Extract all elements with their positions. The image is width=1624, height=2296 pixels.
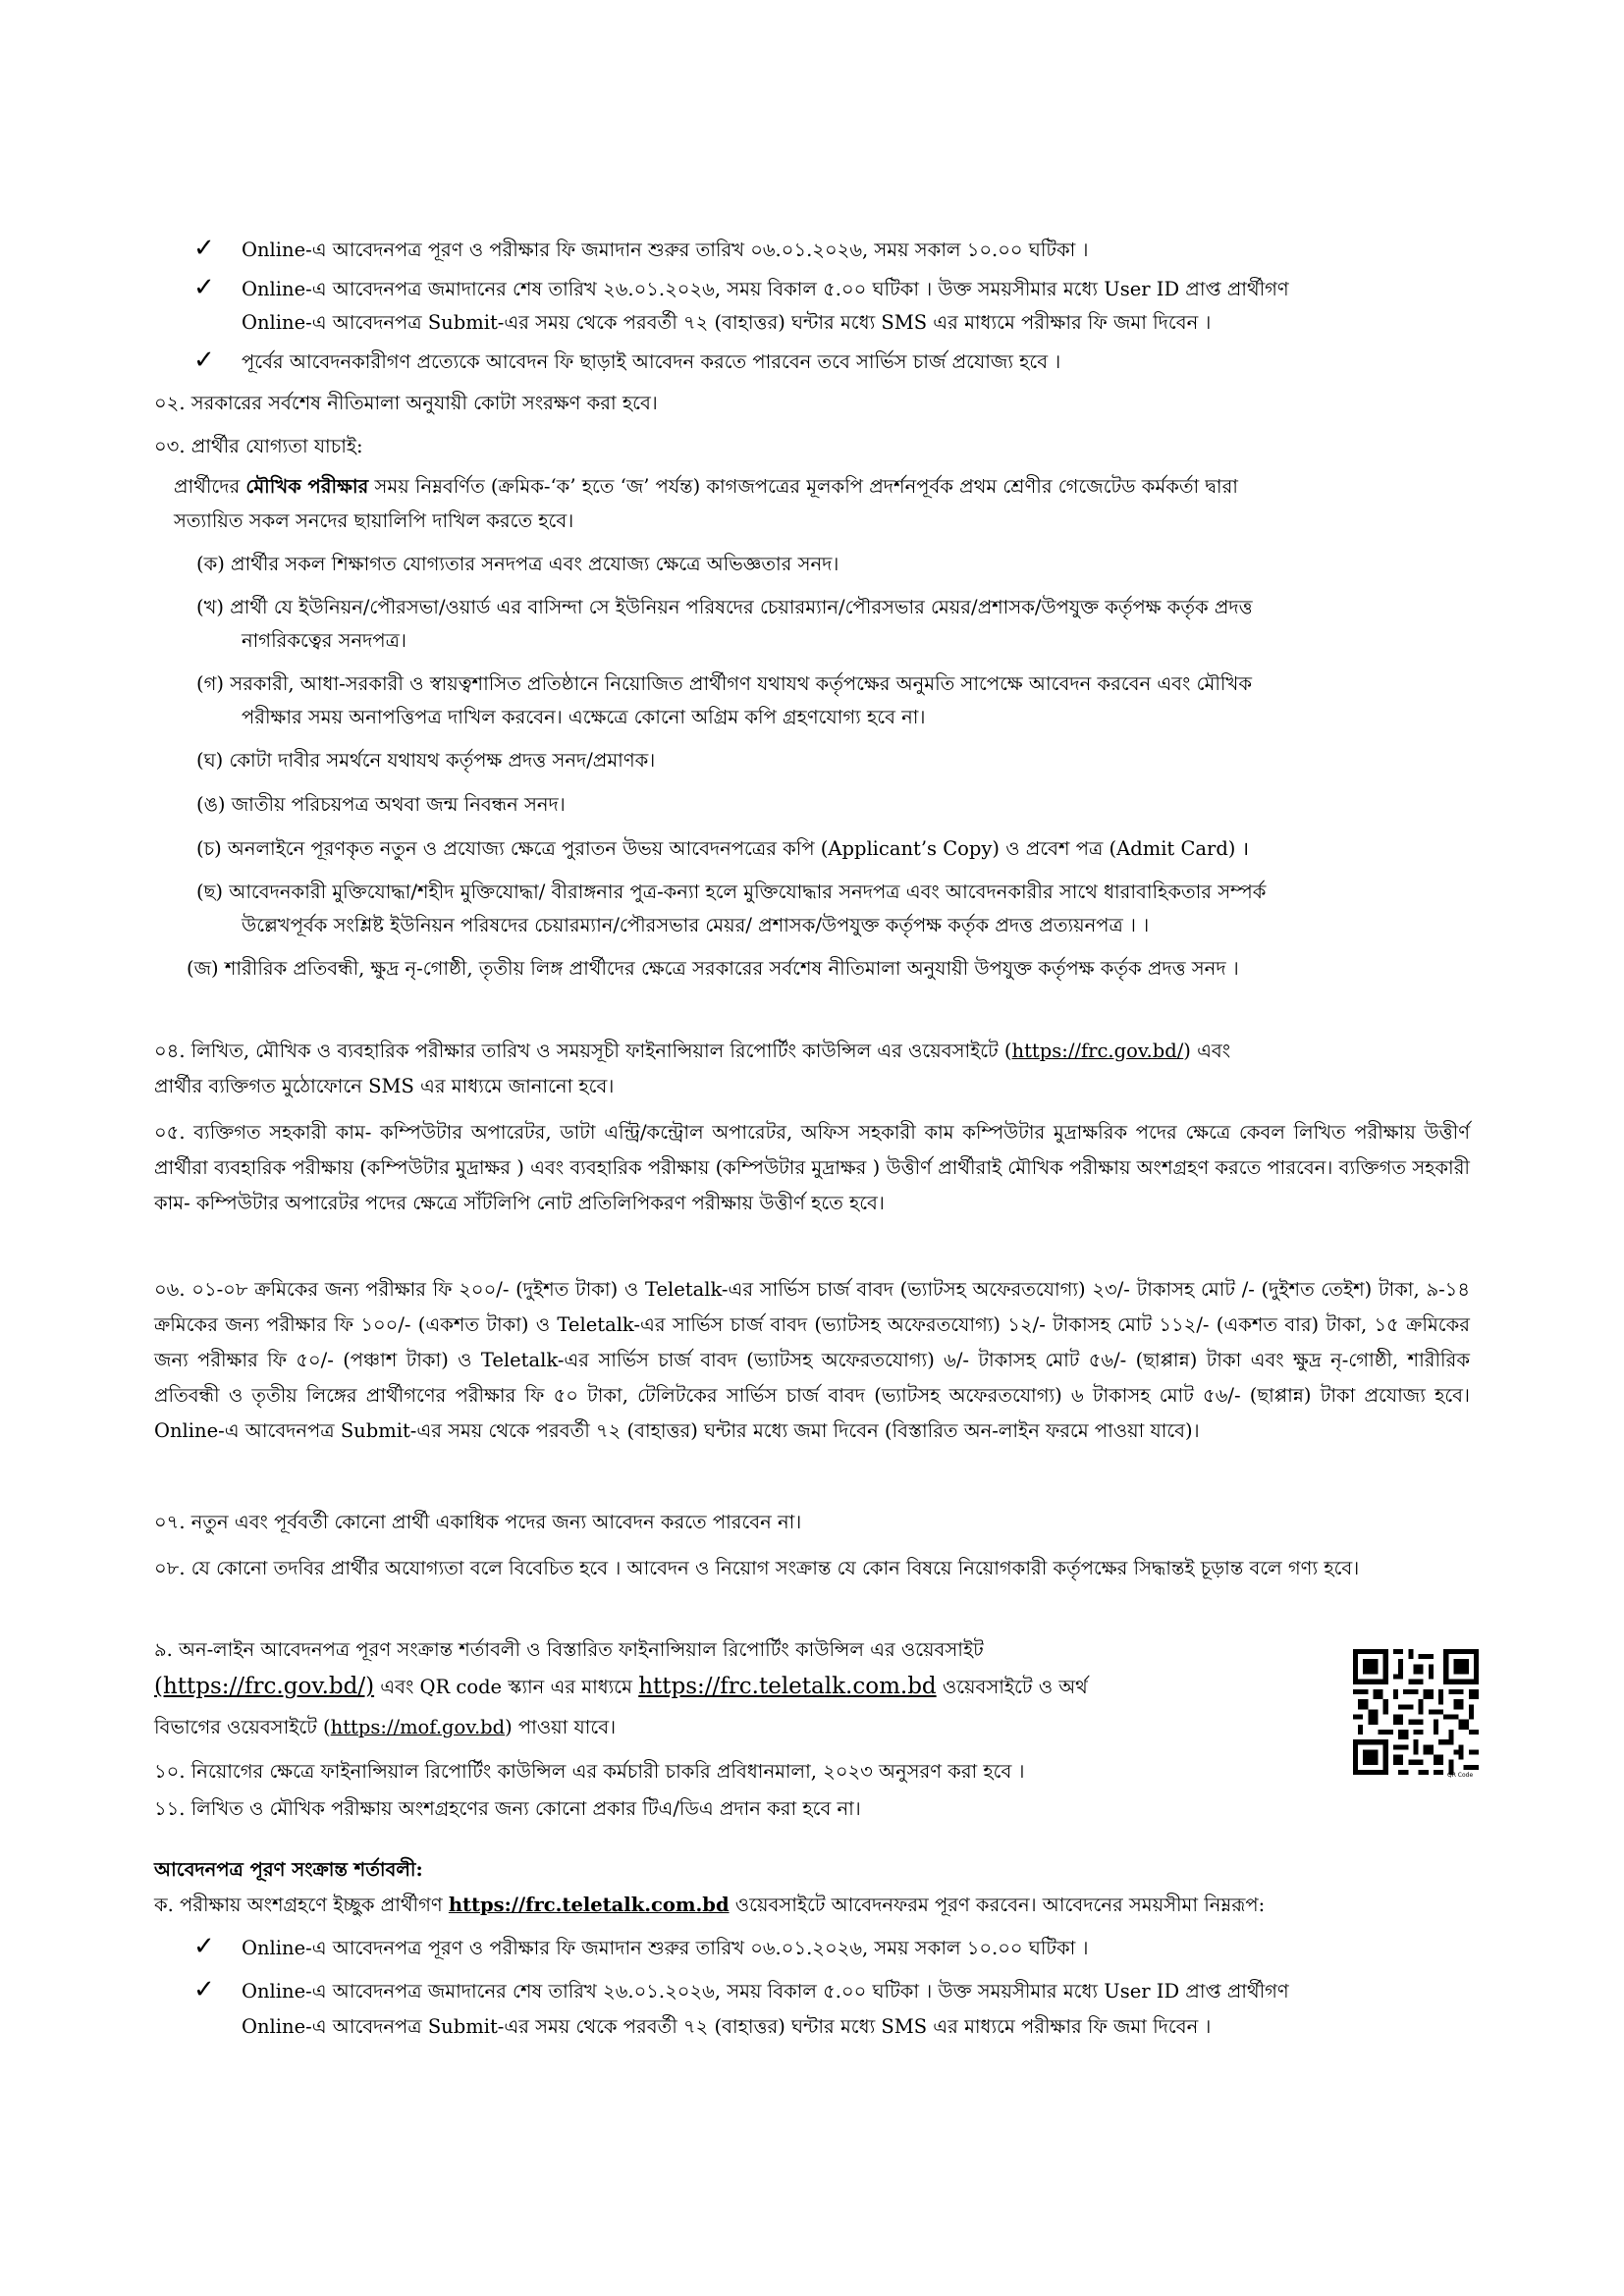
conditions-ka <box>154 1891 1265 1920</box>
item-03-kha-2: নাগরিকত্বের সনদপত্র। <box>242 629 406 652</box>
item-09-line-3b: ) পাওয়া যাবে। <box>505 1716 617 1738</box>
item-09-mid-2: ওয়েবসাইটে ও অর্থ <box>936 1676 1088 1698</box>
item-03-intro-1 <box>174 472 1238 502</box>
mof-website-link[interactable]: https://mof.gov.bd <box>330 1716 506 1738</box>
item-04-text-b: ) এবং <box>1183 1040 1231 1062</box>
item-10: ১০. নিয়োগের ক্ষেত্রে ফাইনান্সিয়াল রিপোর্টিং কাউন্সিল এর কর্মচারী চাকরি প্রবিধানমালা, ২০২৩ অনুসরণ করা হবে । <box>154 1760 1025 1783</box>
item-04-line-1 <box>154 1037 1230 1066</box>
item-09-mid-1: এবং QR code স্ক্যান এর মাধ্যমে <box>374 1676 639 1698</box>
item-03-chha-1: (ছ) আবেদনকারী মুক্তিযোদ্ধা/শহীদ মুক্তিযোদ্ধা/ বীরাঙ্গনার পুত্র-কন্যা হলে মুক্তিযোদ্ধার সনদপত্র এবং আবেদনকারীর সাথে ধারাবাহিকতার সম্পর্ক <box>196 881 1267 903</box>
item-08: ০৮. যে কোনো তদবির প্রার্থীর অযোগ্যতা বলে বিবেচিত হবে । আবেদন ও নিয়োগ সংক্রান্ত যে কোন বিষয়ে নিয়োগকারী কর্তৃপক্ষের সিদ্ধান্তই চূড়ান্ত বলে গণ্য হবে। <box>154 1557 1360 1579</box>
check-icon: ✓ <box>193 1932 215 1961</box>
item-04-text-a: ০৪. লিখিত, মৌখিক ও ব্যবহারিক পরীক্ষার তারিখ ও সময়সূচী ফাইনান্সিয়াল রিপোর্টিং কাউন্সিল এর ওয়েবসাইটে ( <box>154 1040 1012 1062</box>
item-11: ১১. লিখিত ও মৌখিক পরীক্ষায় অংশগ্রহণের জন্য কোনো প্রকার টিএ/ডিএ প্রদান করা হবে না। <box>154 1797 861 1820</box>
item-05: ০৫. ব্যক্তিগত সহকারী কাম- কম্পিউটার অপারেটর, ডাটা এন্ট্রি/কন্ট্রোল অপারেটর, অফিস সহকারী কাম কম্পিউটার মুদ্রাক্ষরিক পদের ক্ষেত্রে কেবল লিখিত পরীক্ষায় উত্তীর্ণ প্রার্থীরা ব্যবহারিক পরীক্ষায় (কম্পিউটার মুদ্রাক্ষর ) এবং ব্যবহারিক পরীক্ষায় (কম্পিউটার মুদ্রাক্ষর ) উত্তীর্ণ প্রার্থীরাই মৌখিক পরীক্ষায় অংশগ্রহণ করতে পারবেন। ব্যক্তিগত সহকারী কাম- কম্পিউটার অপারেটর পদের ক্ষেত্রে সাঁটলিপি নোট প্রতিলিপিকরণ পরীক্ষায় উত্তীর্ণ হতে হবে। <box>154 1121 1470 1214</box>
conditions-end-line-1: Online-এ আবেদনপত্র জমাদানের শেষ তারিখ ২৬.০১.২০২৬, সময় বিকাল ৫.০০ ঘটিকা । উক্ত সময়সীমার মধ্যে User ID প্রাপ্ত প্রার্থীগণ <box>242 1980 1289 2002</box>
item-03-kha-1: (খ) প্রার্থী যে ইউনিয়ন/পৌরসভা/ওয়ার্ড এর বাসিন্দা সে ইউনিয়ন পরিষদের চেয়ারম্যান/পৌরসভার মেয়র/প্রশাসক/উপযুক্ত কর্তৃপক্ষ কর্তৃক প্রদত্ত <box>196 596 1253 618</box>
item-02: ০২. সরকারের সর্বশেষ নীতিমালা অনুযায়ী কোটা সংরক্ষণ করা হবে। <box>154 392 658 414</box>
check-icon: ✓ <box>193 346 215 375</box>
check-icon: ✓ <box>193 234 215 263</box>
conditions-start: Online-এ আবেদনপত্র পূরণ ও পরীক্ষার ফি জমাদান শুরুর তারিখ ০৬.০১.২০২৬, সময় সকাল ১০.০০ ঘটিকা । <box>242 1937 1089 1959</box>
conditions-end-line-2: Online-এ আবেদনপত্র Submit-এর সময় থেকে পরবর্তী ৭২ (বাহাত্তর) ঘন্টার মধ্যে SMS এর মাধ্যমে পরীক্ষার ফি জমা দিবেন । <box>242 2015 1212 2038</box>
schedule-start: Online-এ আবেদনপত্র পূরণ ও পরীক্ষার ফি জমাদান শুরুর তারিখ ০৬.০১.২০২৬, সময় সকাল ১০.০০ ঘটিকা । <box>242 239 1089 261</box>
item-03-intro-1c: সময় নিম্নবর্ণিত (ক্রমিক-‘ক’ হতে ‘জ’ পর্যন্ত) কাগজপত্রের মূলকপি প্রদর্শনপূর্বক প্রথম শ্রেণীর গেজেটেড কর্মকর্তা দ্বারা <box>368 475 1238 498</box>
item-03-umo: (ঙ) জাতীয় পরিচয়পত্র অথবা জন্ম নিবন্ধন সনদ। <box>196 793 566 816</box>
item-04-line-2: প্রার্থীর ব্যক্তিগত মুঠোফোনে SMS এর মাধ্যমে জানানো হবে। <box>154 1075 615 1097</box>
conditions-ka-a: ক. পরীক্ষায় অংশগ্রহণে ইচ্ছুক প্রার্থীগণ <box>154 1894 449 1916</box>
conditions-ka-b: ওয়েবসাইটে আবেদনফরম পূরণ করবেন। আবেদনের সময়সীমা নিম্নরূপ: <box>729 1894 1266 1916</box>
item-03-ga-2: পরীক্ষার সময় অনাপত্তিপত্র দাখিল করবেন। এক্ষেত্রে কোনো অগ্রিম কপি গ্রহণযোগ্য হবে না। <box>242 706 926 728</box>
item-03-gha: (ঘ) কোটা দাবীর সমর্থনে যথাযথ কর্তৃপক্ষ প্রদত্ত সনদ/প্রমাণক। <box>196 749 656 772</box>
schedule-end-line-2: Online-এ আবেদনপত্র Submit-এর সময় থেকে পরবর্তী ৭২ (বাহাত্তর) ঘন্টার মধ্যে SMS এর মাধ্যমে পরীক্ষার ফি জমা দিবেন । <box>242 311 1212 334</box>
item-03-chha-2: উল্লেখপূর্বক সংশ্লিষ্ট ইউনিয়ন পরিষদের চেয়ারম্যান/পৌরসভার মেয়র/ প্রশাসক/উপযুক্ত কর্তৃপক্ষ কর্তৃক প্রদত্ত প্রত্যয়নপত্র । । <box>242 914 1150 936</box>
item-03-intro-1b: মৌখিক পরীক্ষার <box>245 475 369 498</box>
teletalk-website-link[interactable]: https://frc.teletalk.com.bd <box>638 1674 937 1699</box>
item-03-ka: (ক) প্রার্থীর সকল শিক্ষাগত যোগ্যতার সনদপত্র এবং প্রযোজ্য ক্ষেত্রে অভিজ্ঞতার সনদ। <box>196 553 839 575</box>
schedule-end-line-1: Online-এ আবেদনপত্র জমাদানের শেষ তারিখ ২৬.০১.২০২৬, সময় বিকাল ৫.০০ ঘটিকা । উক্ত সময়সীমার মধ্যে User ID প্রাপ্ত প্রার্থীগণ <box>242 278 1289 300</box>
check-icon: ✓ <box>193 1975 215 2004</box>
item-09-line-3a: বিভাগের ওয়েবসাইটে ( <box>154 1716 331 1738</box>
item-03-cha: (চ) অনলাইনে পূরণকৃত নতুন ও প্রযোজ্য ক্ষেত্রে পুরাতন উভয় আবেদনপত্রের কপি (Applicant’s Copy) ও প্রবেশ পত্র (Admit Card) । <box>196 837 1250 860</box>
frc-website-link[interactable]: https://frc.gov.bd/ <box>1011 1040 1184 1062</box>
item-06: ০৬. ০১-০৮ ক্রমিকের জন্য পরীক্ষার ফি ২০০/- (দুইশত টাকা) ও Teletalk-এর সার্ভিস চার্জ বাবদ (ভ্যাটসহ অফেরতযোগ্য) ২৩/- টাকাসহ মোট /- (দুইশত তেইশ) টাকা, ৯-১৪ ক্রমিকের জন্য পরীক্ষার ফি ১০০/- (একশত টাকা) ও Teletalk-এর সার্ভিস চার্জ বাবদ (ভ্যাটসহ অফেরতযোগ্য) ১২/- টাকাসহ মোট ১১২/- (একশত বার) টাকা, ১৫ ক্রমিকের জন্য পরীক্ষার ফি ৫০/- (পঞ্চাশ টাকা) ও Teletalk-এর সার্ভিস চার্জ বাবদ (ভ্যাটসহ অফেরতযোগ্য) ৬/- টাকাসহ মোট ৫৬/- (ছাপ্পান্ন) টাকা এবং ক্ষুদ্র নৃ-গোষ্ঠী, শারীরিক প্রতিবন্ধী ও তৃতীয় লিঙ্গের প্রার্থীগণের পরীক্ষার ফি ৫০ টাকা, টেলিটকের সার্ভিস চার্জ বাবদ (ভ্যাটসহ অফেরতযোগ্য) ৬ টাকাসহ মোট ৫৬/- (ছাপ্পান্ন) টাকা প্রযোজ্য হবে। Online-এ আবেদনপত্র Submit-এর সময় থেকে পরবর্তী ৭২ (বাহাত্তর) ঘন্টার মধ্যে জমা দিবেন (বিস্তারিত অন-লাইন ফরমে পাওয়া যাবে)। <box>154 1278 1470 1442</box>
item-07: ০৭. নতুন এবং পূর্ববর্তী কোনো প্রার্থী একাধিক পদের জন্য আবেদন করতে পারবেন না। <box>154 1511 802 1533</box>
teletalk-website-link-2[interactable]: https://frc.teletalk.com.bd <box>448 1894 730 1916</box>
conditions-heading: আবেদনপত্র পূরণ সংক্রান্ত শর্তাবলী: <box>154 1858 423 1881</box>
qr-code-image[interactable] <box>1353 1649 1479 1775</box>
item-03-intro-2: সত্যায়িত সকল সনদের ছায়ালিপি দাখিল করতে হবে। <box>174 509 574 532</box>
item-03-ja: (জ) শারীরিক প্রতিবন্ধী, ক্ষুদ্র নৃ-গোষ্ঠী, তৃতীয় লিঙ্গ প্রার্থীদের ক্ষেত্রে সরকারের সর্বশেষ নীতিমালা অনুযায়ী উপযুক্ত কর্তৃপক্ষ কর্তৃক প্রদত্ত সনদ । <box>187 957 1239 980</box>
schedule-previous: পূর্বের আবেদনকারীগণ প্রত্যেকে আবেদন ফি ছাড়াই আবেদন করতে পারবেন তবে সার্ভিস চার্জ প্রযোজ্য হবে । <box>242 350 1061 373</box>
item-03-title: ০৩. প্রার্থীর যোগ্যতা যাচাই: <box>154 435 363 457</box>
item-09-line-2 <box>154 1672 1088 1702</box>
item-03-ga-1: (গ) সরকারী, আধা-সরকারী ও স্বায়ত্বশাসিত প্রতিষ্ঠানে নিয়োজিত প্রার্থীগণ যথাযথ কর্তৃপক্ষের অনুমতি সাপেক্ষে আবেদন করবেন এবং মৌখিক <box>196 672 1252 695</box>
item-09-line-1: ৯. অন-লাইন আবেদনপত্র পূরণ সংক্রান্ত শর্তাবলী ও বিস্তারিত ফাইনান্সিয়াল রিপোর্টিং কাউন্সিল এর ওয়েবসাইট <box>154 1638 984 1661</box>
item-09-line-3 <box>154 1713 616 1742</box>
qr-code-caption: QR Code <box>1447 1772 1474 1779</box>
frc-website-link-2[interactable]: (https://frc.gov.bd/) <box>154 1674 375 1699</box>
check-icon: ✓ <box>193 273 215 302</box>
item-03-intro-1a: প্রার্থীদের <box>174 475 246 498</box>
